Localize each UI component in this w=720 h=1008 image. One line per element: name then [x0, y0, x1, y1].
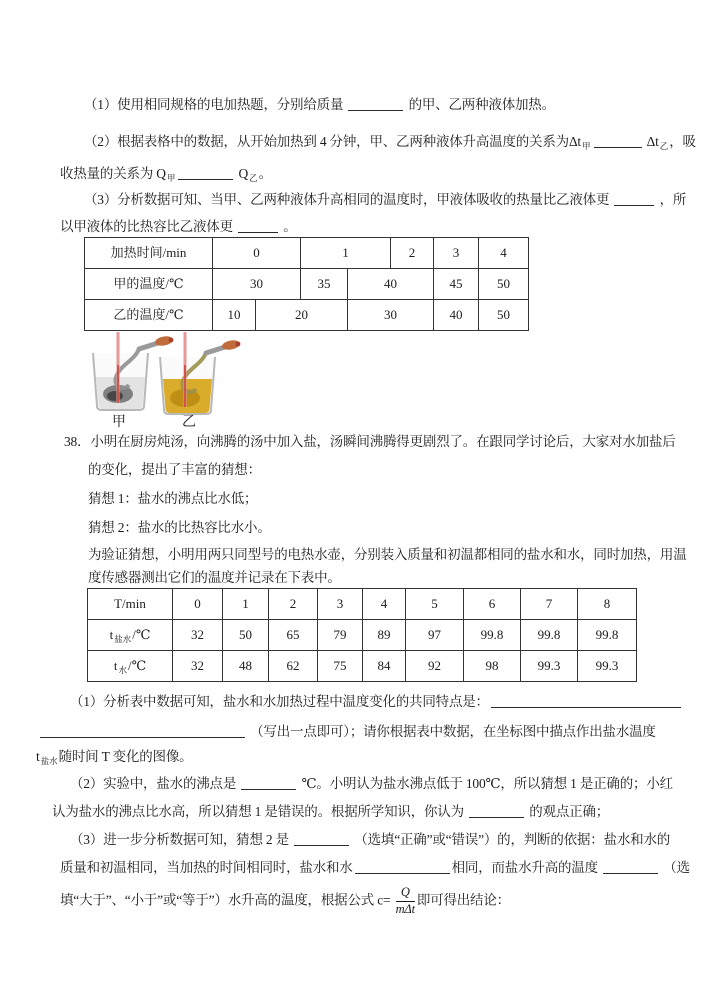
answer-blank — [594, 135, 642, 148]
q37-heating-time-table — [84, 237, 529, 331]
table-cell: 50 — [223, 620, 269, 651]
q38-stem-line1: 38．小明在厨房炖汤，向沸腾的汤中加入盐，汤瞬间沸腾得更剧烈了。在跟同学讨论后，大家对水加盐后 — [64, 434, 676, 449]
answer-blank — [40, 725, 245, 738]
subscript-label: 盐水 — [114, 634, 132, 644]
table-cell: 0 — [213, 238, 301, 269]
table-cell: 35 — [301, 269, 348, 300]
table-cell: 3 — [318, 589, 363, 620]
table-cell: 4 — [363, 589, 406, 620]
table-cell: 30 — [213, 269, 301, 300]
q38-part1-line2: （写出一点即可）；请你根据表中数据，在坐标图中描点作出盐水温度 — [38, 722, 656, 744]
table-cell: 7 — [521, 589, 578, 620]
table-cell: 99.3 — [578, 651, 637, 682]
table-cell: 98 — [464, 651, 521, 682]
table-cell: 1 — [301, 238, 391, 269]
q37-part3-line1: （3）分析数据可知、当甲、乙两种液体升高相同的温度时，甲液体吸收的热量比乙液体更 ，所 — [84, 192, 687, 207]
beaker-yi-label: 乙 — [182, 415, 196, 429]
table-cell: 6 — [464, 589, 521, 620]
table-cell: 10 — [213, 300, 256, 331]
table-cell: 40 — [434, 300, 479, 331]
table-cell: 62 — [269, 651, 318, 682]
table-cell: 45 — [434, 269, 479, 300]
q38-method-line2: 度传感器测出它们的温度并记录在下表中。 — [88, 570, 341, 585]
table-row — [85, 269, 529, 300]
table-cell: 20 — [256, 300, 348, 331]
q38-part2-line1: （2）实验中，盐水的沸点是 ℃。小明认为盐水沸点低于 100℃，所以猜想 1 是正确的；小红 — [70, 776, 673, 791]
fraction-formula: $\frac{Q}{\text{mΔt}}$ — [395, 885, 415, 916]
answer-blank — [178, 167, 233, 180]
answer-blank — [603, 861, 658, 874]
q38-part1-line3: $t_{盐水}$随时间 T 变化的图像。 — [36, 749, 193, 766]
table-cell: 0 — [173, 589, 223, 620]
table-cell: 4 — [479, 238, 529, 269]
table-row — [85, 238, 529, 269]
table-cell: $t_水/℃$ — [88, 651, 173, 682]
table-cell: $t_{盐水}/℃$ — [88, 620, 173, 651]
table-cell: 99.8 — [464, 620, 521, 651]
subscript-label: 水 — [118, 665, 127, 675]
table-cell: 97 — [406, 620, 464, 651]
table-cell: 50 — [479, 300, 529, 331]
q38-part1-line1: （1）分析表中数据可知，盐水和水加热过程中温度变化的共同特点是： — [70, 692, 683, 714]
table-cell: 84 — [363, 651, 406, 682]
q38-saltwater-temperature-table — [87, 588, 637, 682]
beakers-illustration — [82, 331, 257, 429]
table-cell: 79 — [318, 620, 363, 651]
table-cell: 3 — [434, 238, 479, 269]
q38-stem-line2: 的变化，提出了丰富的猜想： — [88, 462, 261, 477]
table-cell: 30 — [348, 300, 434, 331]
answer-blank — [614, 193, 654, 206]
table-cell: 1 — [223, 589, 269, 620]
table-cell: 99.3 — [521, 651, 578, 682]
q38-part3-line2: 质量和初温相同，当加热的时间相同时，盐水和水 相同，而盐水升高的温度 （选 — [60, 860, 690, 875]
subscript-label: 乙 — [659, 141, 669, 151]
q38-part2-line2: 认为盐水的沸点比水高，所以猜想 1 是错误的。根据所学知识，你认为 的观点正确； — [52, 804, 610, 819]
table-row — [85, 300, 529, 331]
table-cell: 40 — [348, 269, 434, 300]
subscript-label: 盐水 — [40, 756, 58, 766]
table-cell: 89 — [363, 620, 406, 651]
answer-blank — [294, 833, 349, 846]
table-cell: 2 — [391, 238, 434, 269]
table-cell: 48 — [223, 651, 269, 682]
q38-guess1: 猜想 1：盐水的沸点比水低； — [88, 491, 258, 506]
subscript-label: 甲 — [581, 141, 591, 151]
table-row — [88, 589, 637, 620]
table-cell: 8 — [578, 589, 637, 620]
table-row — [88, 620, 637, 651]
q38-method-line1: 为验证猜想，小明用两只同型号的电热水壶，分别装入质量和初温都相同的盐水和水，同时加热，用温 — [88, 547, 687, 562]
answer-blank — [469, 805, 524, 818]
table-cell: 65 — [269, 620, 318, 651]
q38-part3-line3: 填“大于”、“小于”或“等于”）水升高的温度，根据公式 c= $\frac{Q}{\text{mΔt}}$ 即可得出结论： — [60, 885, 510, 916]
table-cell: 5 — [406, 589, 464, 620]
table-cell: 75 — [318, 651, 363, 682]
table-cell: 甲的温度/℃ — [85, 269, 213, 300]
table-cell: 32 — [173, 651, 223, 682]
q37-part1: （1）使用相同规格的电加热题，分别给质量 的甲、乙两种液体加热。 — [84, 97, 555, 112]
table-cell: 乙的温度/℃ — [85, 300, 213, 331]
table-cell: 99.8 — [578, 620, 637, 651]
q38-part3-line1: （3）进一步分析数据可知，猜想 2 是 （选填“正确”或“错误”）的，判断的依据：盐水和水的 — [70, 832, 671, 847]
table-cell: 99.8 — [521, 620, 578, 651]
beakers-figure — [82, 331, 257, 429]
q37-part2-line2: 收热量的关系为 $Q_甲$ $Q_乙$。 — [60, 166, 272, 183]
answer-blank — [238, 220, 278, 233]
table-row — [88, 651, 637, 682]
beaker-jia-label: 甲 — [112, 415, 126, 429]
q37-part2-line1: （2）根据表格中的数据，从开始加热到 4 分钟，甲、乙两种液体升高温度的关系为$\Delta t_甲$ $\Delta t_乙$，吸 — [84, 134, 696, 151]
table-cell: 2 — [269, 589, 318, 620]
answer-blank — [241, 777, 296, 790]
table-cell: T/min — [88, 589, 173, 620]
q38-guess2: 猜想 2：盐水的比热容比水小。 — [88, 520, 271, 535]
answer-blank — [355, 861, 450, 874]
answer-blank — [491, 695, 681, 708]
answer-blank — [348, 98, 403, 111]
table-cell: 92 — [406, 651, 464, 682]
table-cell: 32 — [173, 620, 223, 651]
beaker-yi-icon — [160, 332, 241, 414]
subscript-label: 甲 — [166, 173, 176, 183]
table-cell: 50 — [479, 269, 529, 300]
table-cell: 加热时间/min — [85, 238, 213, 269]
q37-part3-line2: 以甲液体的比热容比乙液体更 。 — [60, 219, 297, 234]
subscript-label: 乙 — [249, 173, 258, 183]
